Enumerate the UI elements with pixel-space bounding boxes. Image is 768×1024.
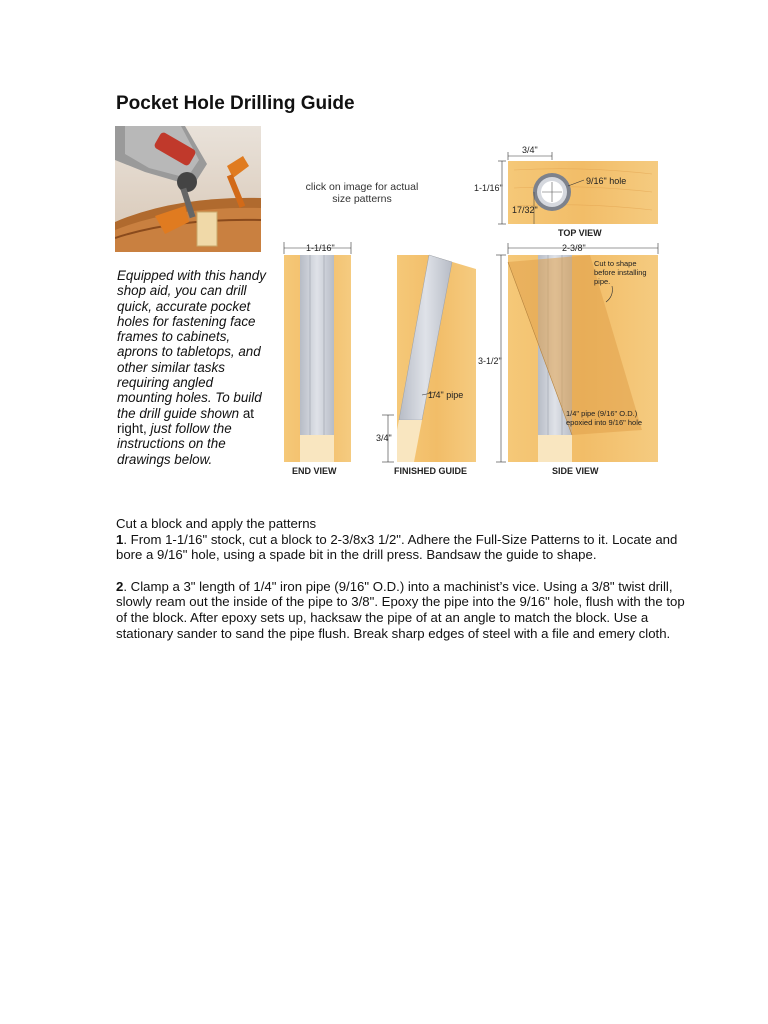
intro-text: Equipped with this handy shop aid, you can drill quick, accurate pocket holes for fastening face frames to cabinets, aprons to tabletops, and other similar tasks requiring angled mounting holes. To build the drill guide shown (117, 268, 266, 421)
side-view (478, 243, 658, 476)
finished-guide (376, 255, 476, 476)
end-view-width-dim: 1-1/16" (306, 243, 335, 253)
step-1-number: 1 (116, 531, 124, 547)
intro-at-right: at right, (117, 405, 254, 436)
finished-guide-pipe-label: 1/4" pipe (428, 390, 464, 400)
side-view-width-dim: 2-3/8" (562, 243, 586, 253)
drawing-pattern-image[interactable] (262, 140, 662, 490)
side-view-note-line1: Cut to shape (594, 259, 637, 268)
drill-photo-icon[interactable] (115, 126, 261, 252)
side-view-height-dim: 3-1/2" (478, 356, 502, 366)
section-heading: Cut a block and apply the patterns (116, 516, 317, 531)
finished-guide-label: FINISHED GUIDE (394, 466, 468, 476)
step-2-number: 2 (116, 578, 124, 594)
side-view-label: SIDE VIEW (552, 466, 599, 476)
top-view-hole-label: 9/16" hole (586, 176, 627, 186)
side-view-pipe-line1: 1/4" pipe (9/16" O.D.) (566, 409, 638, 418)
end-view (284, 242, 351, 476)
top-view-height-dim: 1-1/16" (474, 183, 503, 193)
intro-text-after: just follow the instructions on the drawings below. (117, 420, 232, 467)
top-view-offset-dim: 17/32" (512, 205, 538, 215)
intro-paragraph (117, 268, 267, 467)
side-view-pipe-line2: epoxied into 9/16" hole (566, 418, 643, 427)
end-view-label: END VIEW (292, 466, 337, 476)
instructions (116, 516, 688, 657)
step-2 (116, 579, 688, 641)
top-view-width-dim: 3/4" (522, 145, 538, 155)
side-view-note-line2: before installing (594, 268, 647, 277)
step-1-text: . From 1-1/16" stock, cut a block to 2-3/8x3 1/2". Adhere the Full-Size Patterns to it. Locate and bore a 9/16" hole, using a spade bit in the drill press. Bandsaw the guide to shape. (116, 531, 678, 563)
top-view-label: TOP VIEW (558, 228, 602, 238)
step-1 (116, 532, 688, 563)
finished-guide-height-dim: 3/4" (376, 433, 392, 443)
step-2-text: . Clamp a 3" length of 1/4" iron pipe (9/16" O.D.) into a machinist’s vice. Using a 3/8" twist drill, slowly ream out the inside of the pipe to 3/8". Epoxy the pipe into the 9/16" hole, flush with the top of the block. After epoxy sets up, hacksaw the pipe of at an angle to match the block. Use a stationary sander to sand the pipe flush. Break sharp edges of steel with a file and emery cloth. (116, 578, 685, 641)
top-view (474, 145, 658, 238)
page-title: Pocket Hole Drilling Guide (116, 93, 355, 114)
side-view-note-line3: pipe. (594, 277, 611, 286)
click-note[interactable]: click on image for actual size patterns (305, 181, 419, 205)
